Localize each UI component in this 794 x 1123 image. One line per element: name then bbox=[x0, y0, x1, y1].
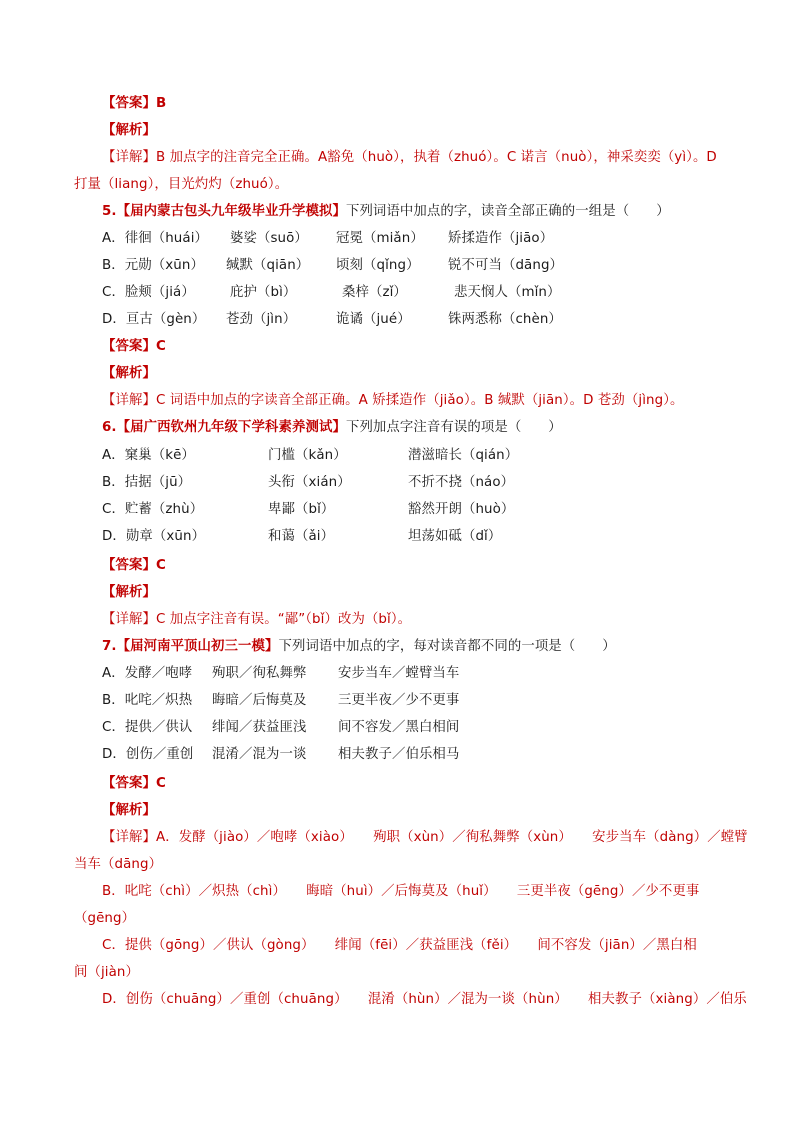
analysis-label: 【解析】 bbox=[102, 366, 156, 381]
option-cell: C．脸颊（jiá） bbox=[102, 285, 195, 300]
option-cell: 顷刻（qǐng） bbox=[336, 258, 420, 273]
detail-text: 【详解】A．发酵（jiào）／咆哮（xiào） 殉职（xùn）／徇私舞弊（xùn） 安步当车（dàng）／螳臂 bbox=[102, 830, 748, 845]
option-cell: 婆娑（suō） bbox=[230, 231, 308, 246]
option-cell: 铢两悉称（chèn） bbox=[448, 312, 562, 327]
option-cell: 三更半夜／少不更事 bbox=[338, 693, 460, 708]
detail-text: 【详解】B 加点字的注音完全正确。A豁免（huò），执着（zhuó）。C 诺言（nuò），神采奕奕（yì）。D bbox=[102, 150, 717, 165]
option-row bbox=[102, 500, 702, 520]
option-cell: B．叱咤／炽热 bbox=[102, 693, 193, 708]
option-cell: 坦荡如砥（dǐ） bbox=[408, 529, 502, 544]
option-cell: 相夫教子／伯乐相马 bbox=[338, 747, 460, 762]
option-row bbox=[102, 256, 702, 276]
option-cell: D．创伤／重创 bbox=[102, 747, 194, 762]
option-cell: 桑梓（zǐ） bbox=[342, 285, 407, 300]
question-source: 7.【届河南平顶山初三一模】 bbox=[102, 639, 279, 654]
option-cell: 和蔼（ǎi） bbox=[268, 529, 335, 544]
option-cell: B．元勋（xūn） bbox=[102, 258, 204, 273]
option-cell: 豁然开朗（huò） bbox=[408, 502, 515, 517]
option-cell: 锐不可当（dāng） bbox=[448, 258, 564, 273]
detail-text-cont: （gēng） bbox=[74, 911, 136, 926]
option-row bbox=[102, 718, 702, 738]
option-cell: 间不容发／黑白相间 bbox=[338, 720, 460, 735]
option-row bbox=[102, 283, 702, 303]
option-cell: 卑鄙（bǐ） bbox=[268, 502, 335, 517]
detail-text-cont: 当车（dāng） bbox=[74, 857, 163, 872]
question-stem: 下列加点字注音有误的项是（ ） bbox=[345, 420, 562, 435]
option-cell: D．勋章（xūn） bbox=[102, 529, 206, 544]
option-row bbox=[102, 229, 702, 249]
option-cell: 不折不挠（náo） bbox=[408, 475, 515, 490]
answer-label: 【答案】C bbox=[102, 339, 166, 354]
analysis-label: 【解析】 bbox=[102, 123, 156, 138]
option-cell: 安步当车／螳臂当车 bbox=[338, 666, 460, 681]
option-row bbox=[102, 473, 702, 493]
detail-text: D．创伤（chuāng）／重创（chuāng） 混淆（hùn）／混为一谈（hùn） 相夫教子（xiàng）／伯乐 bbox=[102, 992, 747, 1007]
option-cell: 门槛（kǎn） bbox=[268, 448, 347, 463]
option-cell: 混淆／混为一谈 bbox=[212, 747, 307, 762]
option-cell: 庇护（bì） bbox=[230, 285, 297, 300]
question-source: 6.【届广西钦州九年级下学科素养测试】 bbox=[102, 420, 346, 435]
option-cell: C．贮蓄（zhù） bbox=[102, 502, 204, 517]
question-6 bbox=[102, 418, 562, 438]
option-cell: 潜滋暗长（qián） bbox=[408, 448, 519, 463]
option-row bbox=[102, 446, 702, 466]
option-cell: 晦暗／后悔莫及 bbox=[212, 693, 307, 708]
option-cell: 殉职／徇私舞弊 bbox=[212, 666, 307, 681]
option-cell: A．窠巢（kē） bbox=[102, 448, 195, 463]
analysis-label: 【解析】 bbox=[102, 803, 156, 818]
option-cell: 缄默（qiān） bbox=[226, 258, 310, 273]
option-row bbox=[102, 310, 702, 330]
detail-text-cont: 间（jiàn） bbox=[74, 965, 140, 980]
question-source: 5.【届内蒙古包头九年级毕业升学模拟】 bbox=[102, 204, 346, 219]
question-stem: 下列词语中加点的字，读音全部正确的一组是（ ） bbox=[345, 204, 670, 219]
detail-text: 【详解】C 词语中加点的字读音全部正确。A 矫揉造作（jiǎo）。B 缄默（jiān）。D 苍劲（jìng）。 bbox=[102, 393, 684, 408]
option-cell: 绯闻／获益匪浅 bbox=[212, 720, 307, 735]
answer-label: 【答案】C bbox=[102, 558, 166, 573]
question-stem: 下列词语中加点的字，每对读音都不同的一项是（ ） bbox=[278, 639, 616, 654]
option-cell: D．亘古（gèn） bbox=[102, 312, 206, 327]
detail-text: C．提供（gōng）／供认（gòng） 绯闻（fēi）／获益匪浅（fěi） 间不容发（jiān）／黑白相 bbox=[102, 938, 697, 953]
option-cell: A．徘徊（huái） bbox=[102, 231, 209, 246]
option-cell: 苍劲（jìn） bbox=[226, 312, 297, 327]
option-row bbox=[102, 745, 702, 765]
option-cell: 矫揉造作（jiāo） bbox=[448, 231, 554, 246]
detail-text: B．叱咤（chì）／炽热（chì） 晦暗（huì）／后悔莫及（huǐ） 三更半夜（gēng）／少不更事 bbox=[102, 884, 700, 899]
question-7 bbox=[102, 637, 616, 657]
answer-label: 【答案】B bbox=[102, 96, 167, 111]
answer-label: 【答案】C bbox=[102, 776, 166, 791]
option-row bbox=[102, 527, 702, 547]
detail-text-cont: 打量（liang），目光灼灼（zhuó）。 bbox=[74, 177, 289, 192]
option-row bbox=[102, 664, 702, 684]
option-cell: A．发酵／咆哮 bbox=[102, 666, 193, 681]
option-cell: B．拮据（jū） bbox=[102, 475, 192, 490]
option-cell: 头衔（xián） bbox=[268, 475, 351, 490]
analysis-label: 【解析】 bbox=[102, 585, 156, 600]
option-cell: 冠冕（miǎn） bbox=[336, 231, 424, 246]
option-cell: C．提供／供认 bbox=[102, 720, 193, 735]
option-row bbox=[102, 691, 702, 711]
option-cell: 诡谲（jué） bbox=[336, 312, 411, 327]
detail-text: 【详解】C 加点字注音有误。“鄙”（bǐ）改为（bǐ）。 bbox=[102, 612, 412, 627]
question-5 bbox=[102, 202, 670, 222]
option-cell: 悲天悯人（mǐn） bbox=[454, 285, 561, 300]
